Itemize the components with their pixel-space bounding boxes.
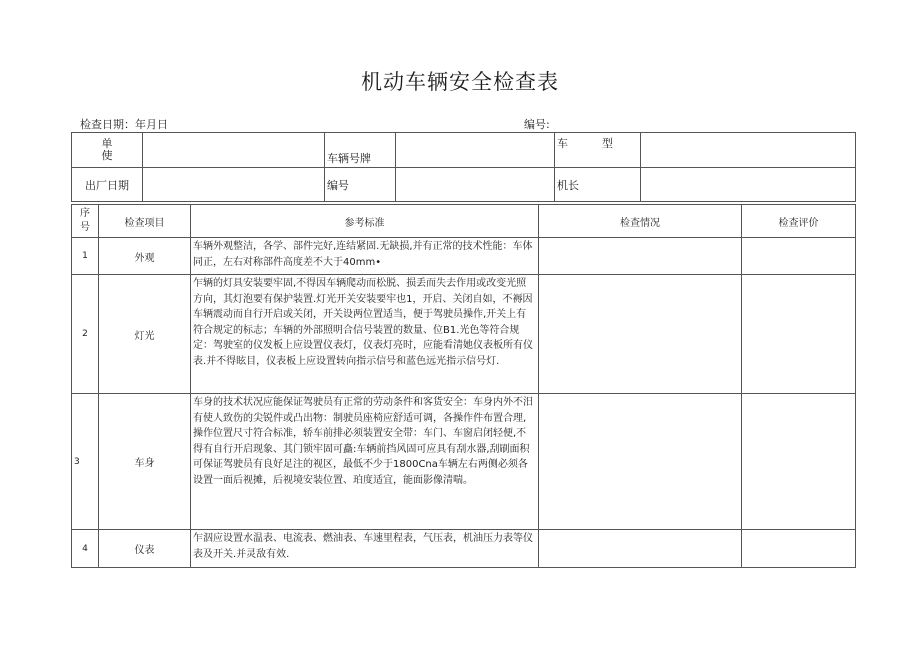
table-row: [72, 238, 856, 275]
number-label: 编号: [325, 168, 396, 202]
row-standard: 乍辆的灯具安装要牢固,不得因车辆爬动而松脱、损丢而失去作用或改变光照方向，其灯泡要有保护装置.灯光开关安装要牢也1，开启、关闭自如，不褥因车辆震动而自行开启或关闭，开关设两位置适当，便于驾驶员操作,开关上有符合规定的标志；车辆的外部照明合信号装置的数量、位B1.光色等符合规定：驾驶室的仪发板上应设置仪表灯，仪表灯亮时，应能看清她仪表板所有仪表.并不得眩目，仪表板上应设置转向指示信号和蓝色远光指示信号灯.: [191, 275, 539, 394]
row-evaluation[interactable]: [742, 275, 856, 394]
row-evaluation[interactable]: [742, 238, 856, 275]
check-date: 检查日期：年月日: [80, 118, 168, 131]
vehicle-type-value[interactable]: [641, 133, 856, 168]
plate-label: 车辆号牌: [325, 133, 396, 168]
row-standard: 车身的技术状况应能保证驾驶员有正常的劳动条件和客货安全：车身内外不汨有使人致伤的尖锐件或凸出物：制驶员座椅应舒适可调，各操作件布置合理,操作位置尺寸符合标准，轿车前排必须装置安全带：车门、车窗启闭轻便,不得有自行开启现象、其门锁牢固可矗:车辆前挡风固可应具有刮水器,刮刷面积可保证驾驶员有良好足注的视区，最低不少于1800Cna车辆左右两侧必须各设置一面后视摊，后视境安装位置、珀度适宜，能面影像清喘。: [191, 394, 539, 530]
row-item: 灯光: [99, 275, 191, 394]
captain-value[interactable]: [641, 168, 856, 202]
unit-value[interactable]: [143, 133, 325, 168]
header-evaluation: 检查评价: [742, 205, 856, 238]
page-title: 机动车辆安全检查表: [361, 70, 559, 94]
row-situation[interactable]: [539, 394, 742, 530]
row-number: 1: [72, 238, 99, 275]
unit-label-top: 单: [101, 137, 113, 150]
header-standard: 参考标准: [191, 205, 539, 238]
header-seq-bottom: 号: [80, 222, 90, 233]
row-item: 外观: [99, 238, 191, 275]
number-value[interactable]: [396, 168, 555, 202]
vehicle-type-label-left: 车: [557, 137, 568, 150]
captain-label: 机长: [555, 168, 641, 202]
header-seq: [72, 205, 99, 238]
header-item: 检查项目: [99, 205, 191, 238]
vehicle-type-label-right: 型: [602, 137, 613, 150]
header-seq-top: 序: [80, 208, 90, 219]
row-item: 车身: [99, 394, 191, 530]
factory-date-label: 出厂日期: [72, 168, 143, 202]
row-standard: 车辆外观整洁，各学、部件完好,连结紧固.无缺损,并有正常的技术性能：车体同正，左右对称部件高度差不大于40mm•: [191, 238, 539, 275]
inspection-table: [71, 204, 856, 568]
row-number: 4: [72, 530, 99, 568]
row-evaluation[interactable]: [742, 530, 856, 568]
row-item: 仪表: [99, 530, 191, 568]
row-evaluation[interactable]: [742, 394, 856, 530]
row-situation[interactable]: [539, 530, 742, 568]
table-row: [72, 394, 856, 530]
factory-date-value[interactable]: [143, 168, 325, 202]
row-standard: 乍泅应设置水温表、电流表、燃油表、车速里程表，气压表，机油压力表等仪表及开关.并灵敌有效.: [191, 530, 539, 568]
table-row: [72, 275, 856, 394]
table-row: [72, 530, 856, 568]
row-number: 2: [72, 275, 99, 394]
unit-label-cell: [72, 133, 143, 168]
plate-value[interactable]: [396, 133, 555, 168]
vehicle-type-label-cell: [555, 133, 641, 168]
vehicle-info-table: [71, 132, 856, 202]
unit-label-bottom: 使: [101, 149, 113, 162]
row-situation[interactable]: [539, 238, 742, 275]
row-number: 3: [72, 394, 99, 530]
row-situation[interactable]: [539, 275, 742, 394]
header-situation: 检查情况: [539, 205, 742, 238]
serial-number-label: 编号:: [524, 118, 550, 131]
